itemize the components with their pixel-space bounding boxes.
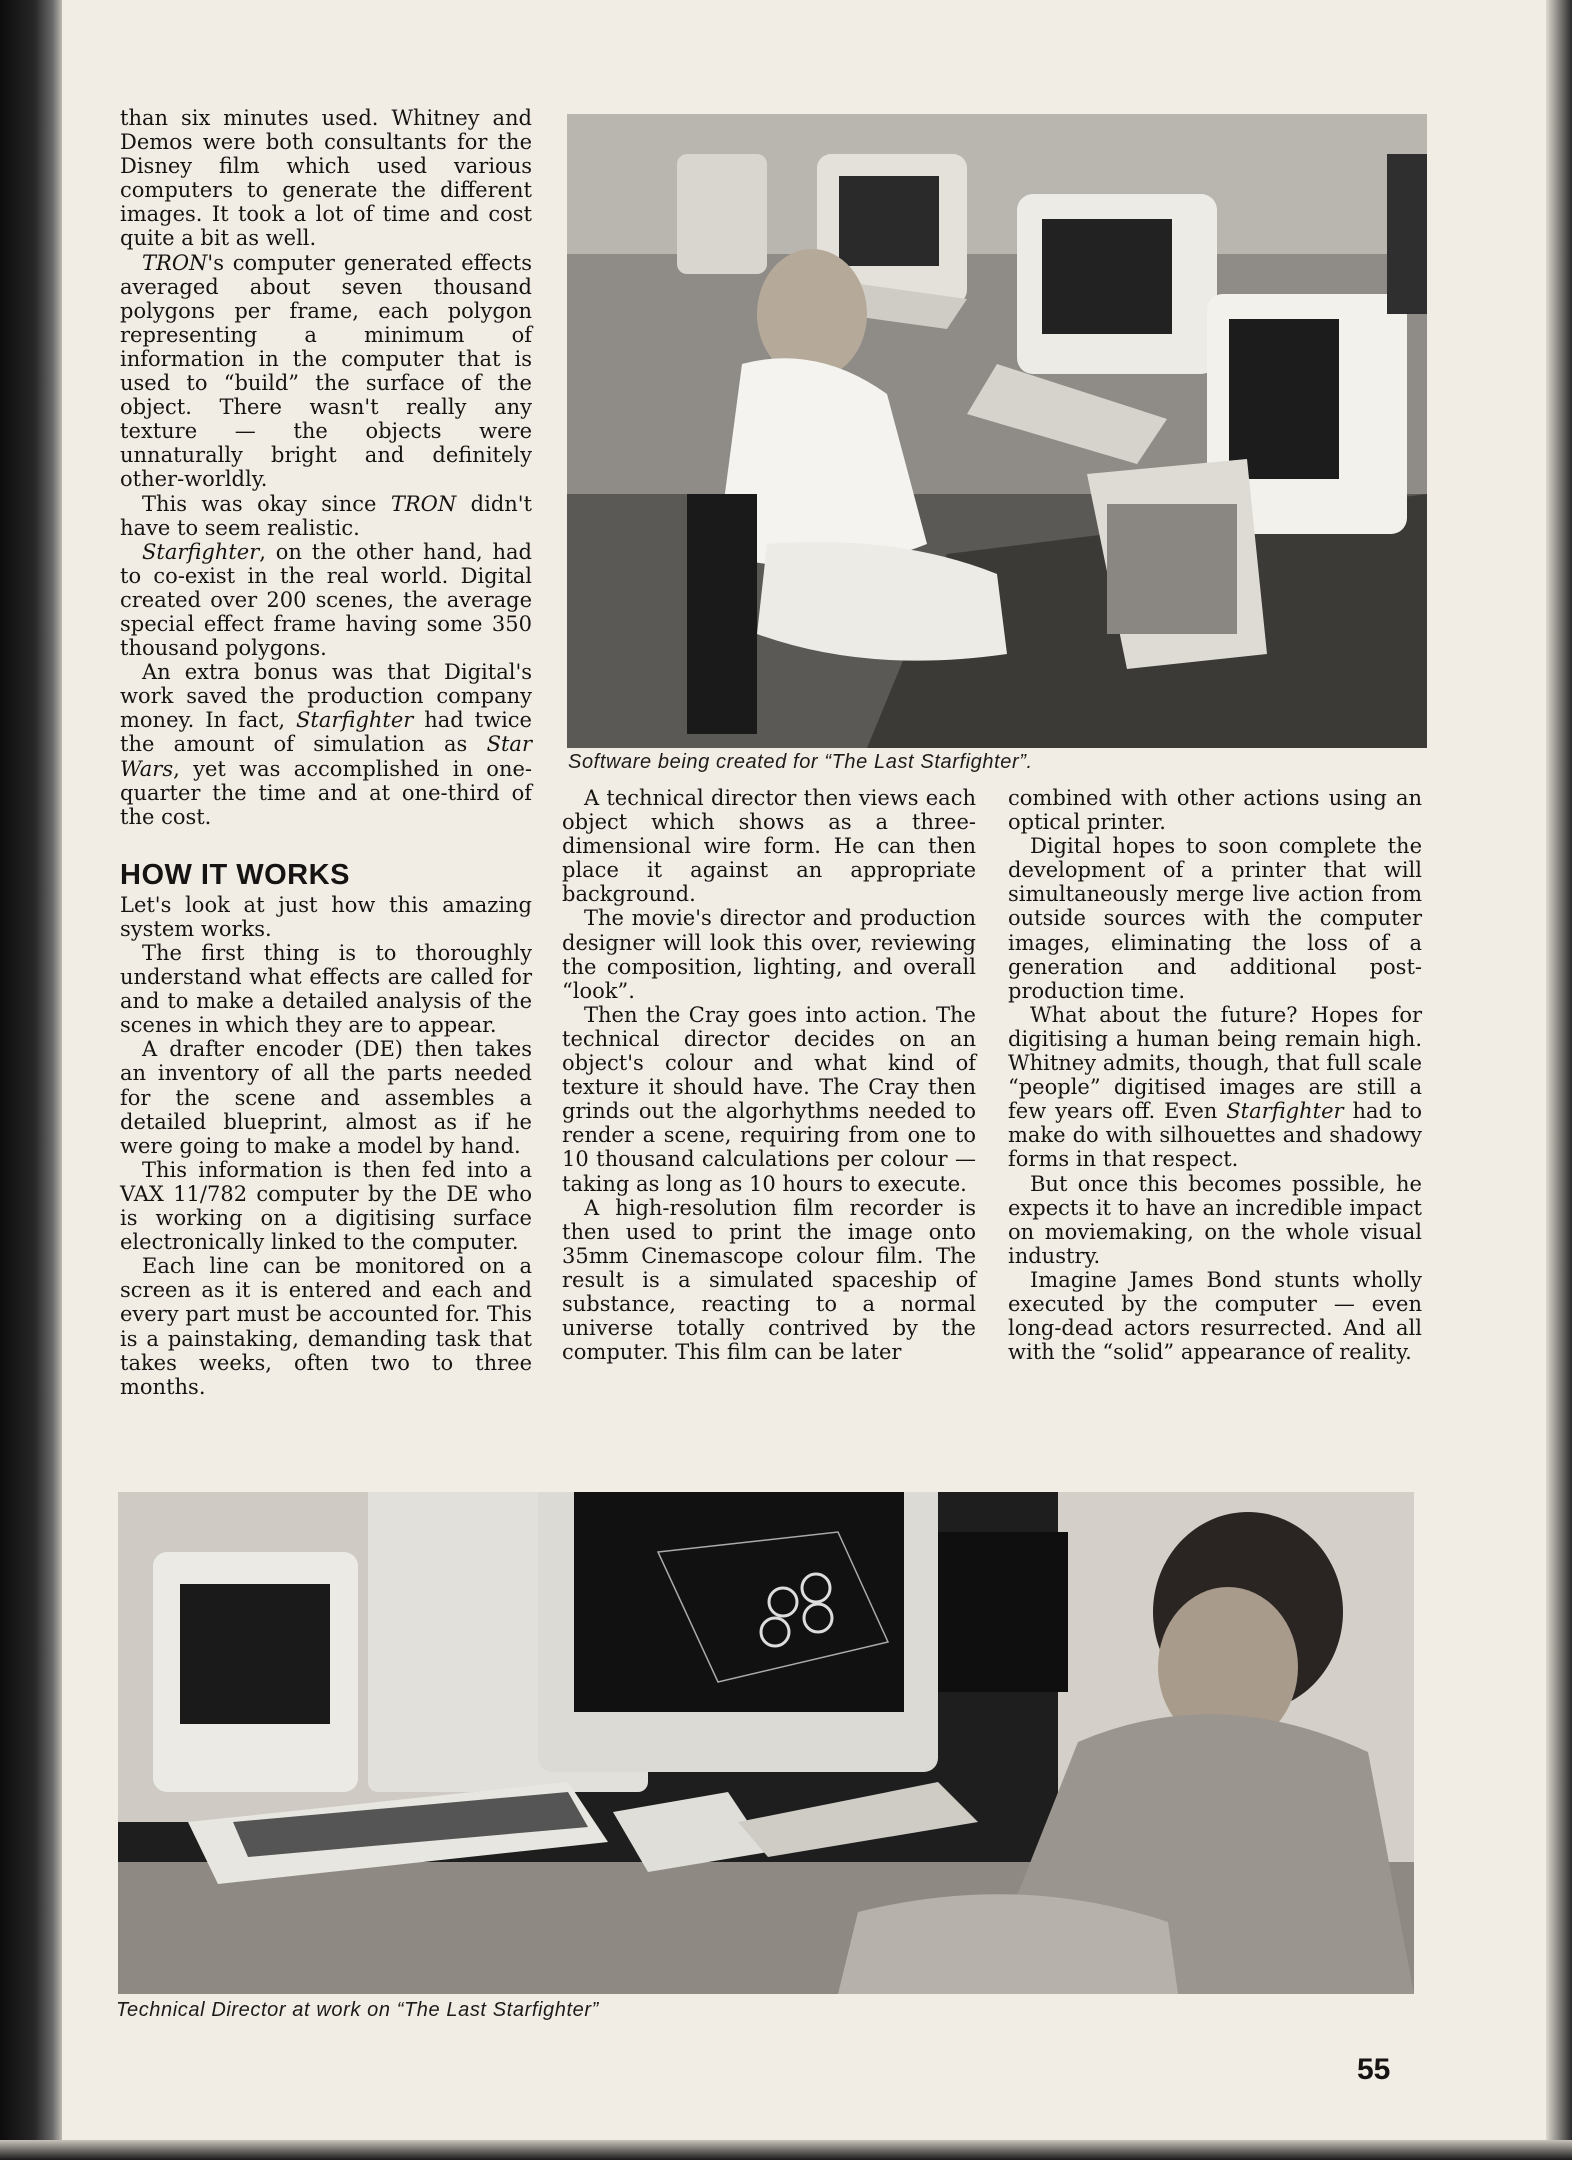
paragraph: What about the future? Hopes for digitising a human being remain high. Whitney admits, though, that full scale “people” digitised images are still a few years off. Even Starfighter had to make do with silhouettes and shadowy forms in that respect.	[1008, 1002, 1423, 1172]
photo-software-creation	[567, 114, 1427, 748]
paragraph: Imagine James Bond stunts wholly executed by the computer — even long-dead actors resurrected. And all with the “solid” appearance of reality.	[1008, 1267, 1422, 1365]
paragraph: The movie's director and production designer will look this over, reviewing the composition, lighting, and overall “look”.	[562, 906, 976, 1003]
paragraph: The first thing is to thoroughly understand what effects are called for and to make a detailed analysis of the scenes in which they are to appear.	[120, 941, 532, 1038]
photo-illustration	[567, 114, 1427, 748]
section-heading: HOW IT WORKS	[120, 858, 350, 891]
paragraph: TRON's computer generated effects averaged about seven thousand polygons per frame, each polygon representing a minimum of information in the computer that is used to “build” the surface of the object. There wasn't really any texture — the objects were unnaturally bright and definitely other-worldly.	[120, 250, 532, 492]
photo-technical-director	[118, 1492, 1414, 1994]
paragraph: This information is then fed into a VAX 11/782 computer by the DE who is working on a digitising surface electronically linked to the computer.	[120, 1157, 532, 1255]
paragraph: Let's look at just how this amazing system works.	[120, 892, 532, 941]
caption-bottom-photo: Technical Director at work on “The Last Starfighter”	[116, 1999, 599, 2021]
column-3	[1008, 786, 1422, 1364]
page-number: 55	[1357, 2053, 1391, 2086]
paragraph: This was okay since TRON didn't have to seem realistic.	[120, 491, 532, 540]
paragraph: A technical director then views each object which shows as a three-dimensional wire form. He can then place it against an appropriate background.	[562, 786, 976, 907]
page-bottom-edge	[0, 2140, 1572, 2160]
paragraph: than six minutes used. Whitney and Demos were both consultants for the Disney film which used various computers to generate the different images. It took a lot of time and cost quite a bit as well.	[120, 106, 532, 251]
photo-illustration	[118, 1492, 1414, 1994]
paragraph: Then the Cray goes into action. The technical director decides on an object's colour and what kind of texture it should have. The Cray then grinds out the algorhythms needed to render a scene, requiring from one to 10 thousand calculations per colour — taking as long as 10 hours to execute.	[562, 1002, 976, 1196]
column-1	[120, 106, 532, 1399]
page-right-edge	[1546, 0, 1572, 2160]
column-2	[562, 786, 976, 1364]
paragraph: combined with other actions using an optical printer.	[1008, 786, 1422, 835]
paragraph: An extra bonus was that Digital's work saved the production company money. In fact, Starfighter had twice the amount of simulation as Star Wars, yet was accomplished in one-quarter the time and at one-third of the cost.	[120, 660, 532, 829]
paragraph: But once this becomes possible, he expects it to have an incredible impact on moviemaking, on the whole visual industry.	[1008, 1171, 1422, 1268]
paragraph: Each line can be monitored on a screen as it is entered and each and every part must be accounted for. This is a painstaking, demanding task that takes weeks, often two to three months.	[120, 1254, 532, 1399]
paragraph: A high-resolution film recorder is then used to print the image onto 35mm Cinemascope colour film. The result is a simulated spaceship of substance, reacting to a normal universe totally contrived by the computer. This film can be later	[562, 1195, 976, 1365]
page-gutter-shadow	[0, 0, 62, 2160]
caption-top-photo: Software being created for “The Last Starfighter”.	[568, 751, 1033, 773]
paragraph: Starfighter, on the other hand, had to co-exist in the real world. Digital created over 200 scenes, the average special effect frame having some 350 thousand polygons.	[120, 539, 532, 661]
paragraph: A drafter encoder (DE) then takes an inventory of all the parts needed for the scene and assembles a detailed blueprint, almost as if he were going to make a model by hand.	[120, 1037, 532, 1158]
paragraph: Digital hopes to soon complete the development of a printer that will simultaneously merge live action from outside sources with the computer images, eliminating the loss of a generation and additional post-production time.	[1008, 834, 1422, 1003]
